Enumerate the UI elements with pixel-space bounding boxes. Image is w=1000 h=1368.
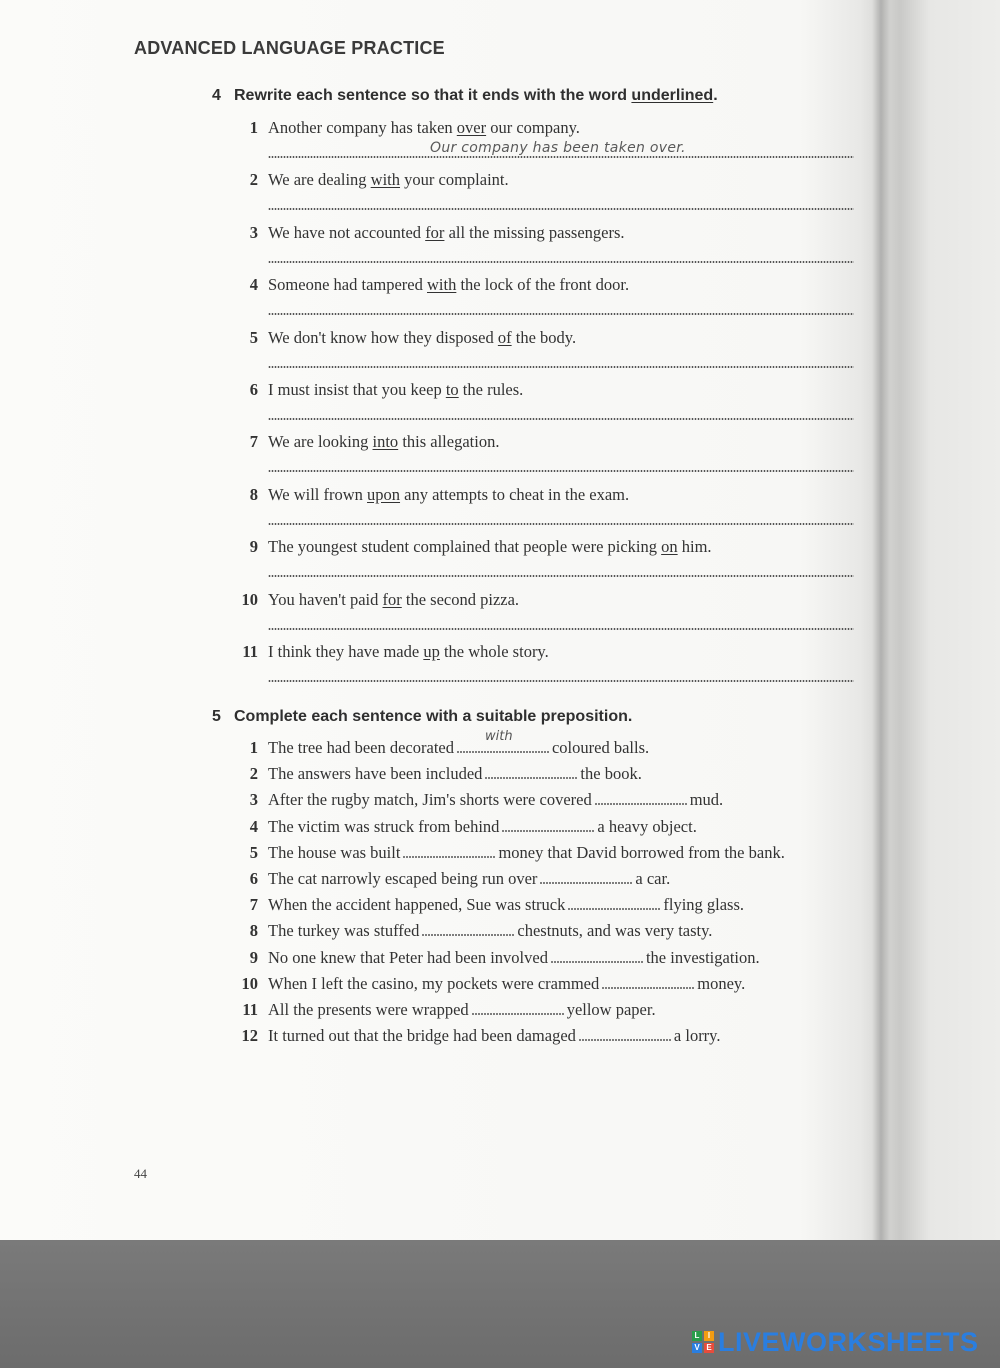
item-number: 3 bbox=[249, 790, 258, 809]
item-number: 11 bbox=[242, 1000, 258, 1019]
exercise-4-item bbox=[230, 432, 499, 456]
sentence-text: flying glass. bbox=[663, 895, 745, 914]
blank-gap[interactable] bbox=[485, 769, 577, 779]
exercise-4-item bbox=[230, 537, 712, 561]
blank-gap[interactable] bbox=[551, 953, 643, 963]
exercise-5-item bbox=[230, 974, 745, 998]
item-number: 1 bbox=[249, 118, 258, 137]
sentence-text: the lock of the front door. bbox=[456, 275, 630, 294]
page-number: 44 bbox=[134, 1166, 147, 1181]
liveworksheets-brand bbox=[692, 1326, 979, 1358]
blank-gap[interactable] bbox=[403, 848, 495, 858]
sentence-text: this allegation. bbox=[398, 432, 500, 451]
sentence-text: the investigation. bbox=[645, 948, 760, 967]
underlined-word: of bbox=[497, 328, 512, 347]
exercise-4-item bbox=[230, 328, 576, 352]
item-number: 6 bbox=[249, 869, 258, 888]
blank-gap[interactable] bbox=[472, 1005, 564, 1015]
exercise-number: 5 bbox=[212, 708, 221, 725]
sentence-text: We are looking bbox=[268, 432, 373, 451]
item-number: 12 bbox=[241, 1026, 258, 1045]
sentence-text: a lorry. bbox=[673, 1026, 721, 1045]
sentence-text: It turned out that the bridge had been damaged bbox=[268, 1026, 576, 1045]
underlined-word: into bbox=[372, 432, 399, 451]
answer-line[interactable] bbox=[268, 261, 854, 263]
blank-gap[interactable] bbox=[540, 874, 632, 884]
blank-gap[interactable] bbox=[579, 1031, 671, 1041]
sentence-text: Someone had tampered bbox=[268, 275, 427, 294]
exercise-5-item bbox=[230, 948, 760, 972]
brand-name: LIVEWORKSHEETS bbox=[718, 1326, 979, 1357]
sentence-text: chestnuts, and was very tasty. bbox=[517, 921, 713, 940]
sentence-text: I must insist that you keep bbox=[268, 380, 446, 399]
sentence-text: yellow paper. bbox=[566, 1000, 656, 1019]
sentence-text: money. bbox=[697, 974, 746, 993]
item-number: 5 bbox=[249, 328, 258, 347]
item-number: 8 bbox=[249, 485, 258, 504]
item-number: 10 bbox=[241, 590, 258, 609]
exercise-5-item bbox=[230, 895, 744, 919]
item-number: 7 bbox=[249, 432, 258, 451]
sentence-text: We don't know how they disposed bbox=[268, 328, 498, 347]
sentence-text: mud. bbox=[689, 790, 724, 809]
item-number: 8 bbox=[249, 921, 258, 940]
exercise-4-item bbox=[230, 118, 580, 142]
sentence-text: You haven't paid bbox=[268, 590, 383, 609]
item-number: 9 bbox=[249, 948, 258, 967]
sentence-text: the second pizza. bbox=[401, 590, 520, 609]
sentence-text: our company. bbox=[486, 118, 580, 137]
blank-gap[interactable] bbox=[502, 822, 594, 832]
sentence-text: all the missing passengers. bbox=[444, 223, 625, 242]
exercise-5-item bbox=[230, 764, 642, 788]
exercise-5-item bbox=[230, 921, 712, 945]
underlined-word: on bbox=[661, 537, 678, 556]
sentence-text: We are dealing bbox=[268, 170, 371, 189]
item-number: 11 bbox=[242, 642, 258, 661]
blank-gap[interactable] bbox=[568, 900, 660, 910]
item-number: 1 bbox=[249, 738, 258, 757]
exercise-4-item bbox=[230, 380, 523, 404]
sentence-text: any attempts to cheat in the exam. bbox=[400, 485, 630, 504]
sentence-text: coloured balls. bbox=[551, 738, 650, 757]
item-number: 9 bbox=[249, 537, 258, 556]
sentence-text: The youngest student complained that people were picking bbox=[268, 537, 662, 556]
sentence-text: the whole story. bbox=[439, 642, 549, 661]
answer-line[interactable] bbox=[268, 523, 854, 525]
answer-line[interactable] bbox=[268, 313, 854, 315]
exercise-number: 4 bbox=[212, 87, 221, 104]
book-spine-shadow bbox=[872, 0, 890, 1245]
underlined-word: with bbox=[370, 170, 401, 189]
exercise-5-item bbox=[230, 1000, 656, 1024]
exercise-4-item bbox=[230, 275, 629, 299]
answer-line[interactable] bbox=[268, 366, 854, 368]
answer-line[interactable] bbox=[268, 680, 854, 682]
item-number: 4 bbox=[249, 817, 258, 836]
sentence-text: After the rugby match, Jim's shorts were covered bbox=[268, 790, 592, 809]
underlined-word: for bbox=[382, 590, 402, 609]
exercise-5-item bbox=[230, 869, 670, 893]
sentence-text: The answers have been included bbox=[268, 764, 483, 783]
blank-gap[interactable] bbox=[422, 926, 514, 936]
answer-line[interactable] bbox=[268, 575, 854, 577]
answer-line[interactable] bbox=[268, 628, 854, 630]
item-number: 2 bbox=[249, 170, 258, 189]
sentence-text: No one knew that Peter had been involved bbox=[268, 948, 548, 967]
underlined-word: upon bbox=[367, 485, 401, 504]
sentence-text: We have not accounted bbox=[268, 223, 426, 242]
sentence-text: the rules. bbox=[458, 380, 524, 399]
blank-gap[interactable] bbox=[457, 729, 549, 753]
handwritten-answer: Our company has been taken over. bbox=[430, 140, 686, 156]
exercise-5-item bbox=[230, 1026, 720, 1050]
underlined-word: for bbox=[425, 223, 445, 242]
exercise-5-item bbox=[230, 817, 697, 841]
exercise-4-item bbox=[230, 223, 625, 247]
exercise-5-item bbox=[230, 843, 785, 867]
handwritten-answer: with bbox=[484, 729, 513, 744]
sentence-text: When the accident happened, Sue was struck bbox=[268, 895, 566, 914]
sentence-text: money that David borrowed from the bank. bbox=[498, 843, 785, 862]
item-number: 10 bbox=[241, 974, 258, 993]
sentence-text: When I left the casino, my pockets were crammed bbox=[268, 974, 600, 993]
sentence-text: The tree had been decorated bbox=[268, 738, 454, 757]
answer-line[interactable] bbox=[268, 208, 854, 210]
item-number: 4 bbox=[249, 275, 258, 294]
brand-logo-icon: L I V E bbox=[692, 1331, 714, 1353]
item-number: 3 bbox=[249, 223, 258, 242]
sentence-text: The victim was struck from behind bbox=[268, 817, 500, 836]
answer-line[interactable] bbox=[268, 470, 854, 472]
sentence-text: The turkey was stuffed bbox=[268, 921, 420, 940]
sentence-text: We will frown bbox=[268, 485, 368, 504]
sentence-text: I think they have made bbox=[268, 642, 424, 661]
sentence-text: The cat narrowly escaped being run over bbox=[268, 869, 538, 888]
underlined-word: to bbox=[445, 380, 459, 399]
underlined-word: over bbox=[456, 118, 487, 137]
exercise-4-item bbox=[230, 170, 509, 194]
underlined-word: up bbox=[423, 642, 440, 661]
blank-gap[interactable] bbox=[602, 979, 694, 989]
exercise-4-heading: 4 Rewrite each sentence so that it ends with the word underlined. bbox=[212, 87, 718, 104]
underlined-word: with bbox=[427, 275, 457, 294]
item-number: 5 bbox=[249, 843, 258, 862]
sentence-text: The house was built bbox=[268, 843, 401, 862]
item-number: 6 bbox=[249, 380, 258, 399]
answer-line[interactable] bbox=[268, 418, 854, 420]
sentence-text: the body. bbox=[511, 328, 577, 347]
sentence-text: your complaint. bbox=[400, 170, 509, 189]
sentence-text: a car. bbox=[635, 869, 671, 888]
answer-line[interactable] bbox=[268, 156, 854, 158]
exercise-5-item bbox=[230, 729, 650, 762]
blank-gap[interactable] bbox=[595, 795, 687, 805]
exercise-4-item bbox=[230, 485, 629, 509]
sentence-text: the book. bbox=[580, 764, 642, 783]
sentence-text: Another company has taken bbox=[268, 118, 457, 137]
exercise-5-item bbox=[230, 790, 723, 814]
exercise-4-item bbox=[230, 642, 549, 666]
exercise-4-item bbox=[230, 590, 519, 614]
item-number: 7 bbox=[249, 895, 258, 914]
sentence-text: him. bbox=[677, 537, 712, 556]
exercise-5-heading: 5 Complete each sentence with a suitable preposition. bbox=[212, 708, 633, 725]
sentence-text: a heavy object. bbox=[597, 817, 697, 836]
item-number: 2 bbox=[249, 764, 258, 783]
page-header-title: ADVANCED LANGUAGE PRACTICE bbox=[134, 38, 445, 58]
sentence-text: All the presents were wrapped bbox=[268, 1000, 469, 1019]
